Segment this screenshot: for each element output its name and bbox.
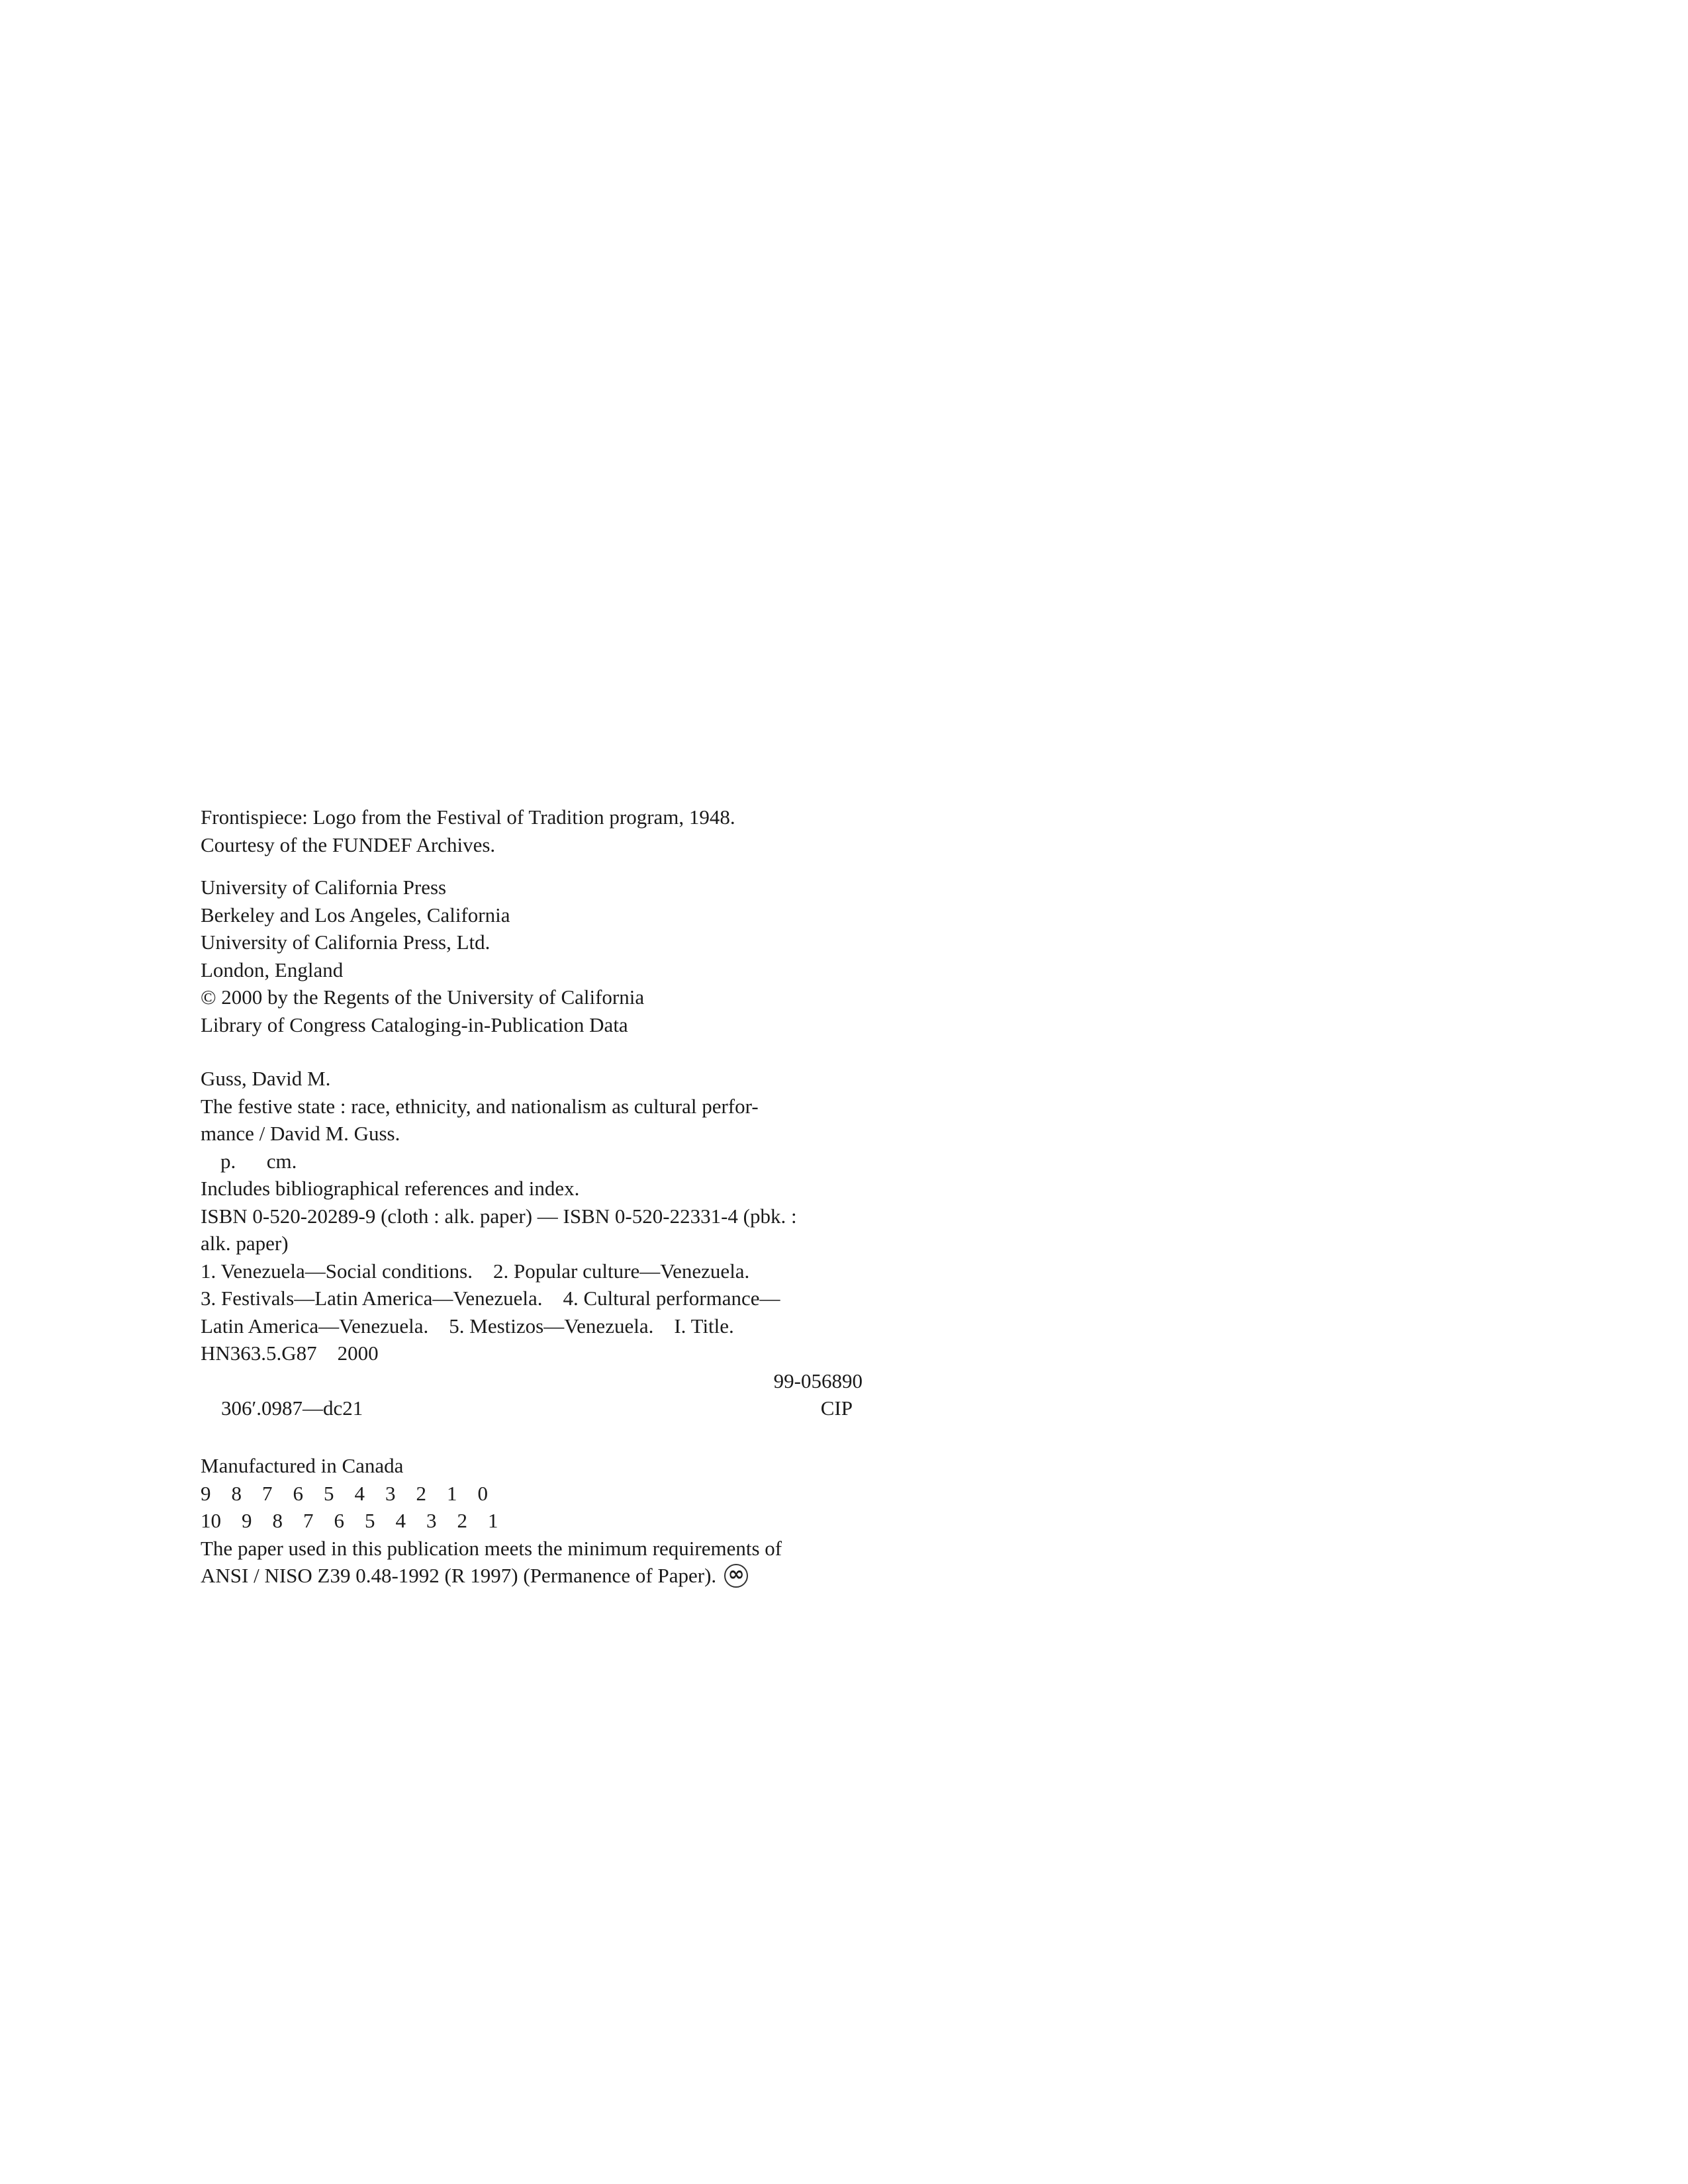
title-entry: mance / David M. Guss. — [201, 1122, 400, 1145]
publisher-line: University of California Press — [201, 876, 447, 899]
printing-line: 10 9 8 7 6 5 4 3 2 1 — [201, 1509, 498, 1532]
cip-row — [201, 1394, 863, 1422]
subjects-entry: 1. Venezuela—Social conditions. 2. Popular culture—Venezuela. — [201, 1259, 750, 1283]
copyright-line: © 2000 by the Regents of the University of California — [201, 985, 645, 1009]
isbn-entry: ISBN 0-520-20289-9 (cloth : alk. paper) — ISBN 0-520-22331-4 (pbk. : — [201, 1204, 797, 1228]
author-entry: Guss, David M. — [201, 1067, 331, 1090]
frontispiece-credit — [201, 803, 863, 858]
lccn-number: 99-056890 — [773, 1369, 863, 1392]
publisher-line: Berkeley and Los Angeles, California — [201, 903, 510, 927]
dewey-number: 306′.0987—dc21 — [221, 1396, 363, 1420]
subjects-entry: 3. Festivals—Latin America—Venezuela. 4. Cultural performance— — [201, 1287, 780, 1310]
permanence-of-paper-icon — [724, 1564, 748, 1588]
courtesy-line: Courtesy of the FUNDEF Archives. — [201, 833, 496, 856]
subjects-entry: Latin America—Venezuela. 5. Mestizos—Venezuela. I. Title. — [201, 1314, 734, 1338]
printing-line: 9 8 7 6 5 4 3 2 1 0 — [201, 1481, 488, 1505]
isbn-entry: alk. paper) — [201, 1232, 289, 1255]
cataloging-record — [201, 1065, 863, 1422]
title-entry: The festive state : race, ethnicity, and nationalism as cultural perfor- — [201, 1094, 759, 1118]
paper-text: ANSI / NISO Z39 0.48-1992 (R 1997) (Permanence of Paper). — [201, 1564, 717, 1587]
physical-description: p. cm. — [220, 1149, 297, 1173]
paper-line-last — [201, 1562, 863, 1590]
frontispiece-line: Frontispiece: Logo from the Festival of Tradition program, 1948. — [201, 805, 735, 829]
publisher-info — [201, 874, 863, 1038]
notes-entry: Includes bibliographical references and index. — [201, 1177, 580, 1200]
cip-heading: Library of Congress Cataloging-in-Publication Data — [201, 1013, 628, 1036]
paper-line: The paper used in this publication meets the minimum requirements of — [201, 1536, 782, 1560]
manufacture-info — [201, 1452, 863, 1590]
publisher-line: London, England — [201, 958, 344, 981]
cip-label: CIP — [820, 1396, 853, 1420]
publisher-line: University of California Press, Ltd. — [201, 931, 491, 954]
manufactured-line: Manufactured in Canada — [201, 1454, 404, 1477]
lc-classification: HN363.5.G87 2000 — [201, 1342, 379, 1365]
